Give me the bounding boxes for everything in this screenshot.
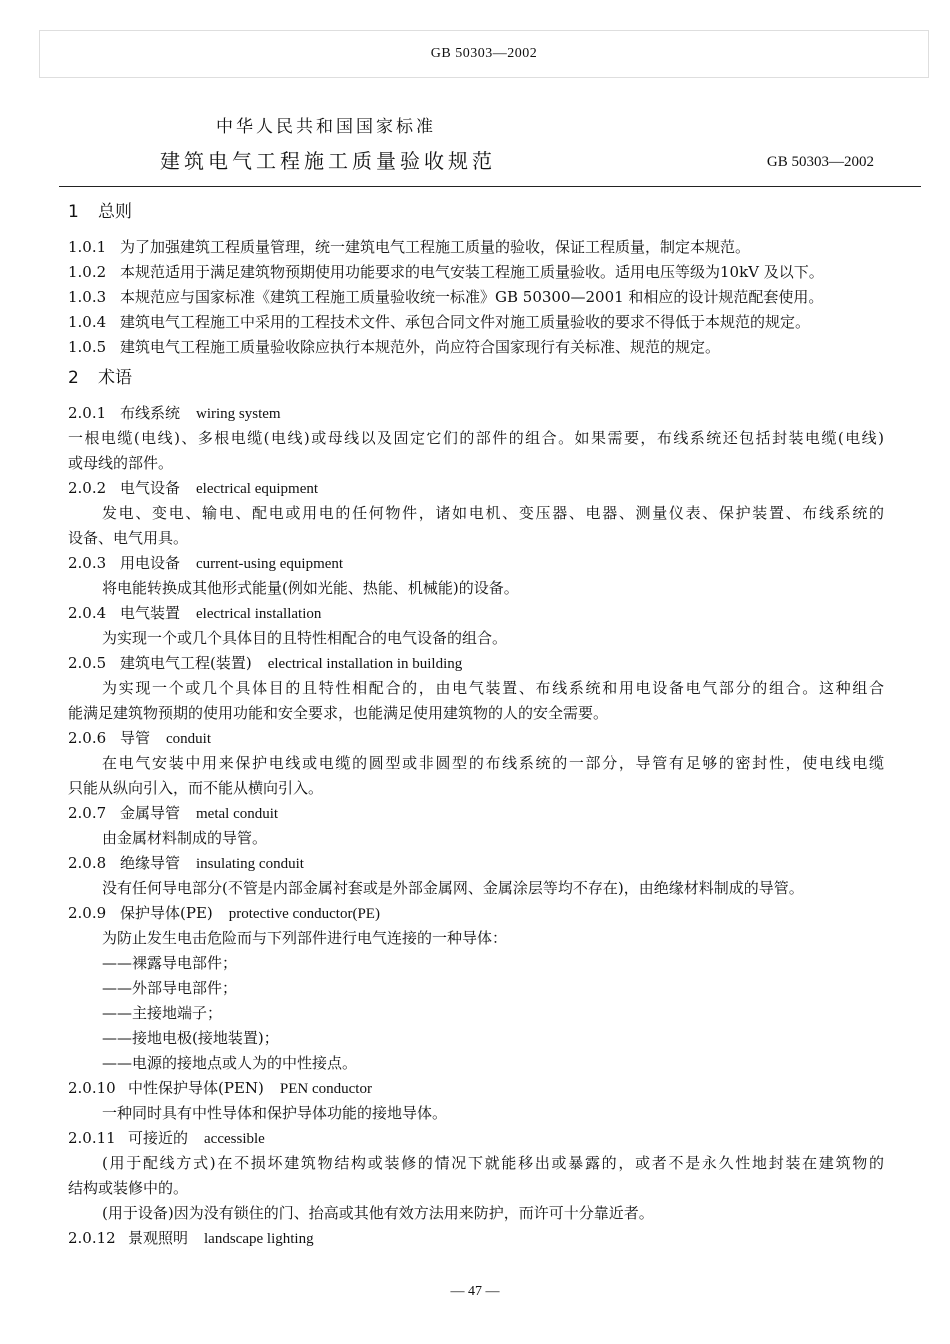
standard-code: GB 50303—2002	[766, 154, 874, 170]
term-english: electrical installation in building	[267, 656, 463, 672]
term-number: 2.0.4	[68, 604, 107, 622]
term-chinese: 电气设备	[120, 479, 181, 497]
term-english: protective conductor(PE)	[228, 906, 380, 922]
clause-text: 本规范应与国家标准《建筑工程施工质量验收统一标准》GB 50300—2001 和相应的设计规范配套使用。	[120, 288, 824, 306]
term-english: landscape lighting	[204, 1231, 314, 1247]
term-number: 2.0.3	[68, 554, 107, 572]
term-heading	[68, 1226, 884, 1251]
term-chinese: 布线系统	[120, 404, 181, 422]
term-heading	[68, 726, 884, 751]
term-definition-line: 一种同时具有中性导体和保护导体功能的接地导体。	[102, 1104, 448, 1122]
clause-text: 建筑电气工程施工质量验收除应执行本规范外，尚应符合国家现行有关标准、规范的规定。	[120, 338, 721, 356]
term-english: wiring system	[196, 406, 281, 422]
document-body	[68, 198, 884, 1251]
clause	[68, 260, 884, 285]
term-number: 2.0.12	[68, 1229, 116, 1247]
term-english: conduit	[166, 731, 212, 747]
clause-number: 1.0.3	[68, 288, 107, 306]
term-chinese: 电气装置	[120, 604, 181, 622]
term-definition-line: 在电气安装中用来保护电线或电缆的圆型或非圆型的布线系统的一部分，导管有足够的密封性，使电线电缆	[102, 754, 884, 772]
clause-number: 1.0.2	[68, 263, 107, 281]
clause-number: 1.0.1	[68, 238, 107, 256]
document-title-line1: 中华人民共和国国家标准	[216, 117, 436, 137]
clause	[68, 310, 884, 335]
term-number: 2.0.11	[68, 1129, 116, 1147]
term-heading	[68, 601, 884, 626]
term-chinese: 金属导管	[120, 804, 181, 822]
term-chinese: 建筑电气工程(装置)	[120, 654, 252, 672]
clause	[68, 235, 884, 260]
term-heading	[68, 1126, 884, 1151]
term-definition-line: 设备、电气用具。	[68, 529, 189, 547]
term-english: metal conduit	[196, 806, 279, 822]
running-header: GB 50303—2002	[39, 30, 929, 78]
term-heading	[68, 551, 884, 576]
term-definition-line: 或母线的部件。	[68, 454, 174, 472]
term-definition-line: (用于设备)因为没有锁住的门、抬高或其他有效方法用来防护，而许可十分靠近者。	[102, 1204, 654, 1222]
term-english: PEN conductor	[279, 1081, 372, 1097]
term-definition-line: 一根电缆(电线)、多根电缆(电线)或母线以及固定它们的部件的组合。如果需要，布线系统还包括封装电缆(电线)	[68, 429, 884, 447]
term-definition-line: 发电、变电、输电、配电或用电的任何物件，诸如电机、变压器、电器、测量仪表、保护装置、布线系统的	[102, 504, 884, 522]
page-number: — 47 —	[450, 1284, 500, 1299]
section-number: 2	[68, 368, 79, 388]
term-heading	[68, 801, 884, 826]
section-title: 总则	[98, 202, 132, 222]
document-title-line2: 建筑电气工程施工质量验收规范	[160, 149, 496, 173]
term-heading	[68, 401, 884, 426]
term-number: 2.0.10	[68, 1079, 116, 1097]
term-definition-line: ——接地电极(接地装置)；	[102, 1029, 279, 1047]
term-chinese: 导管	[120, 729, 151, 747]
term-definition-line: 只能从纵向引入，而不能从横向引入。	[68, 779, 324, 797]
term-definition-line: ——电源的接地点或人为的中性接点。	[102, 1054, 358, 1072]
term-heading	[68, 651, 884, 676]
term-chinese: 用电设备	[120, 554, 181, 572]
clause	[68, 285, 884, 310]
term-definition-line: ——主接地端子；	[102, 1004, 223, 1022]
term-number: 2.0.1	[68, 404, 107, 422]
section-2-terms	[68, 401, 884, 1251]
term-definition-line: 为防止发生电击危险而与下列部件进行电气连接的一种导体：	[102, 929, 508, 947]
clause-number: 1.0.4	[68, 313, 107, 331]
term-heading	[68, 851, 884, 876]
term-heading	[68, 1076, 884, 1101]
term-english: electrical equipment	[196, 481, 319, 497]
term-heading	[68, 476, 884, 501]
term-number: 2.0.7	[68, 804, 107, 822]
term-definition-line: 为实现一个或几个具体目的且特性相配合的电气设备的组合。	[102, 629, 508, 647]
term-english: current-using equipment	[196, 556, 344, 572]
term-definition-line: ——外部导电部件；	[102, 979, 238, 997]
term-chinese: 可接近的	[128, 1129, 189, 1147]
clause-text: 建筑电气工程施工中采用的工程技术文件、承包合同文件对施工质量验收的要求不得低于本规范的规定。	[120, 313, 811, 331]
section-1-clauses	[68, 235, 884, 360]
clause	[68, 335, 884, 360]
term-heading	[68, 901, 884, 926]
clause-text: 为了加强建筑工程质量管理，统一建筑电气工程施工质量的验收，保证工程质量，制定本规范。	[120, 238, 751, 256]
term-number: 2.0.8	[68, 854, 107, 872]
term-definition-line: 由金属材料制成的导管。	[102, 829, 268, 847]
term-chinese: 景观照明	[128, 1229, 189, 1247]
term-english: accessible	[204, 1131, 265, 1147]
term-number: 2.0.6	[68, 729, 107, 747]
term-definition-line: 将电能转换成其他形式能量(例如光能、热能、机械能)的设备。	[102, 579, 519, 597]
term-chinese: 中性保护导体(PEN)	[128, 1079, 264, 1097]
term-chinese: 保护导体(PE)	[120, 904, 213, 922]
section-title: 术语	[98, 368, 132, 388]
term-definition-line: (用于配线方式)在不损坏建筑物结构或装修的情况下就能移出或暴露的，或者不是永久性地封装在建筑物的	[102, 1154, 884, 1172]
term-definition-line: 能满足建筑物预期的使用功能和安全要求，也能满足使用建筑物的人的安全需要。	[68, 704, 609, 722]
term-number: 2.0.5	[68, 654, 107, 672]
clause-text: 本规范适用于满足建筑物预期使用功能要求的电气安装工程施工质量验收。适用电压等级为10kV 及以下。	[120, 263, 824, 281]
section-number: 1	[68, 202, 79, 222]
term-english: electrical installation	[196, 606, 322, 622]
term-chinese: 绝缘导管	[120, 854, 181, 872]
section-heading	[68, 364, 884, 392]
title-rule	[59, 186, 921, 187]
section-heading	[68, 198, 884, 226]
term-english: insulating conduit	[196, 856, 304, 872]
term-number: 2.0.9	[68, 904, 107, 922]
term-definition-line: 没有任何导电部分(不管是内部金属衬套或是外部金属网、金属涂层等均不存在)，由绝缘材料制成的导管。	[102, 879, 804, 897]
term-number: 2.0.2	[68, 479, 107, 497]
term-definition-line: 结构或装修中的。	[68, 1179, 189, 1197]
term-definition-line: ——裸露导电部件；	[102, 954, 238, 972]
term-definition-line: 为实现一个或几个具体目的且特性相配合的，由电气装置、布线系统和用电设备电气部分的组合。这种组合	[102, 679, 884, 697]
clause-number: 1.0.5	[68, 338, 107, 356]
